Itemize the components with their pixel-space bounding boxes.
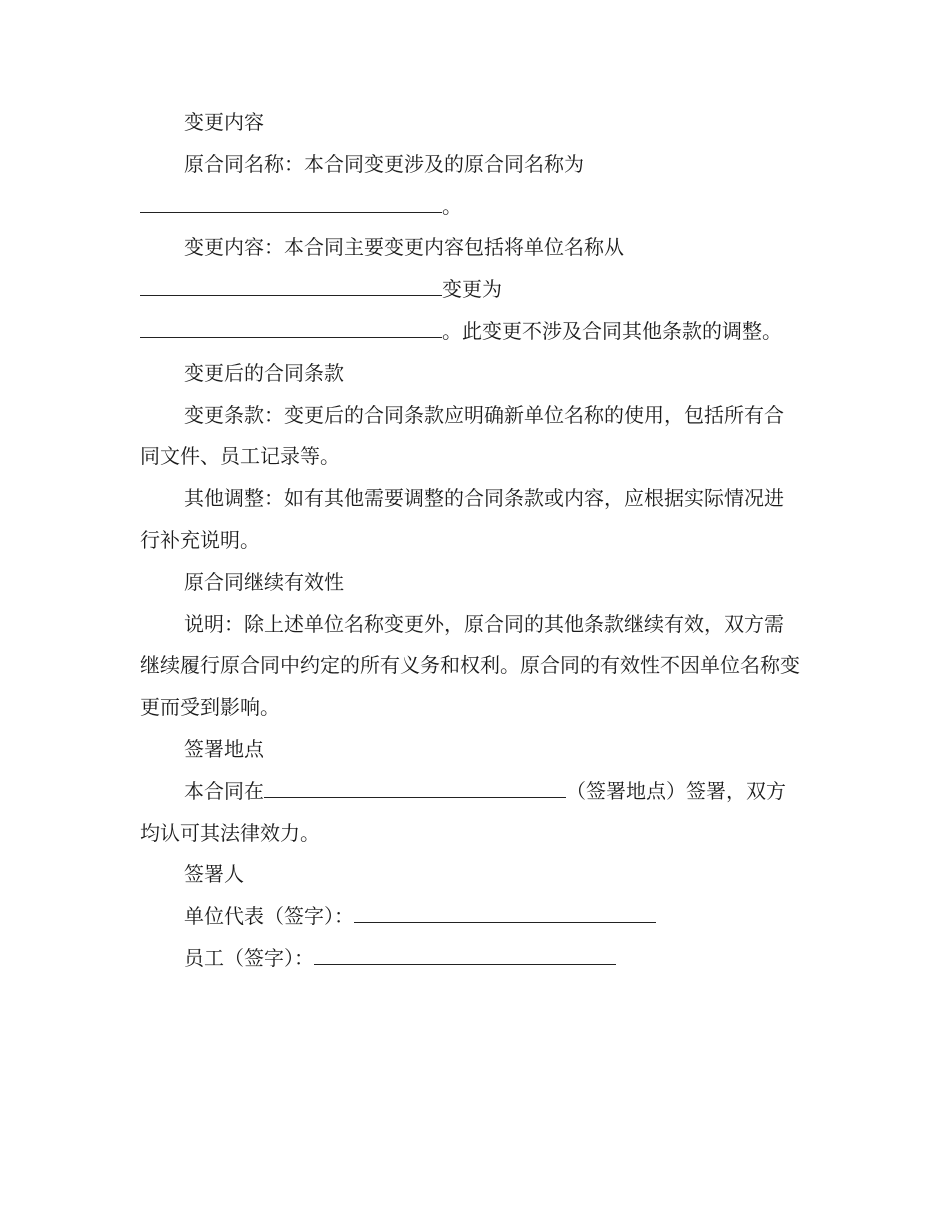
heading-signing-place: 签署地点 <box>184 736 264 761</box>
original-contract-name-blank-line <box>140 186 800 228</box>
unit-rep-line <box>140 896 800 938</box>
unit-rep-signature-blank[interactable] <box>354 908 656 923</box>
signing-place-paragraph <box>140 771 800 855</box>
signing-place-before: 本合同在 <box>184 778 264 803</box>
signing-place-blank[interactable] <box>264 783 566 798</box>
document-body <box>140 102 800 980</box>
employee-line <box>140 938 800 980</box>
validity-paragraph: 说明：除上述单位名称变更外，原合同的其他条款继续有效，双方需继续履行原合同中约定的所有义务和权利。原合同的有效性不因单位名称变更而受到影响。 <box>140 611 800 720</box>
original-contract-name-end: 。 <box>442 193 462 218</box>
change-detail-end: 。此变更不涉及合同其他条款的调整。 <box>442 318 782 343</box>
heading-terms: 变更后的合同条款 <box>184 360 344 385</box>
other-adjustments-paragraph: 其他调整：如有其他需要调整的合同条款或内容，应根据实际情况进行补充说明。 <box>140 486 784 552</box>
old-unit-name-blank[interactable] <box>140 281 442 296</box>
change-detail-text: 变更内容：本合同主要变更内容包括将单位名称从 <box>184 235 624 260</box>
signing-place-after: （签署地点）签署，双方均认可其法律效力。 <box>140 778 786 845</box>
original-contract-name-text: 原合同名称：本合同变更涉及的原合同名称为 <box>184 151 584 176</box>
employee-signature-blank[interactable] <box>314 950 616 965</box>
employee-label: 员工（签字）： <box>184 945 314 970</box>
change-detail-line <box>140 227 800 269</box>
change-from-line <box>140 269 800 311</box>
heading-validity: 原合同继续有效性 <box>184 569 344 594</box>
terms-paragraph: 变更条款：变更后的合同条款应明确新单位名称的使用，包括所有合同文件、员工记录等。 <box>140 402 784 469</box>
change-to-text: 变更为 <box>442 277 502 302</box>
original-contract-name-line <box>140 144 800 186</box>
unit-rep-label: 单位代表（签字）： <box>184 904 354 929</box>
heading-change-content: 变更内容 <box>184 110 264 134</box>
change-to-line <box>140 311 800 353</box>
heading-signers: 签署人 <box>184 862 244 887</box>
new-unit-name-blank[interactable] <box>140 323 442 338</box>
original-contract-name-blank[interactable] <box>140 198 442 213</box>
